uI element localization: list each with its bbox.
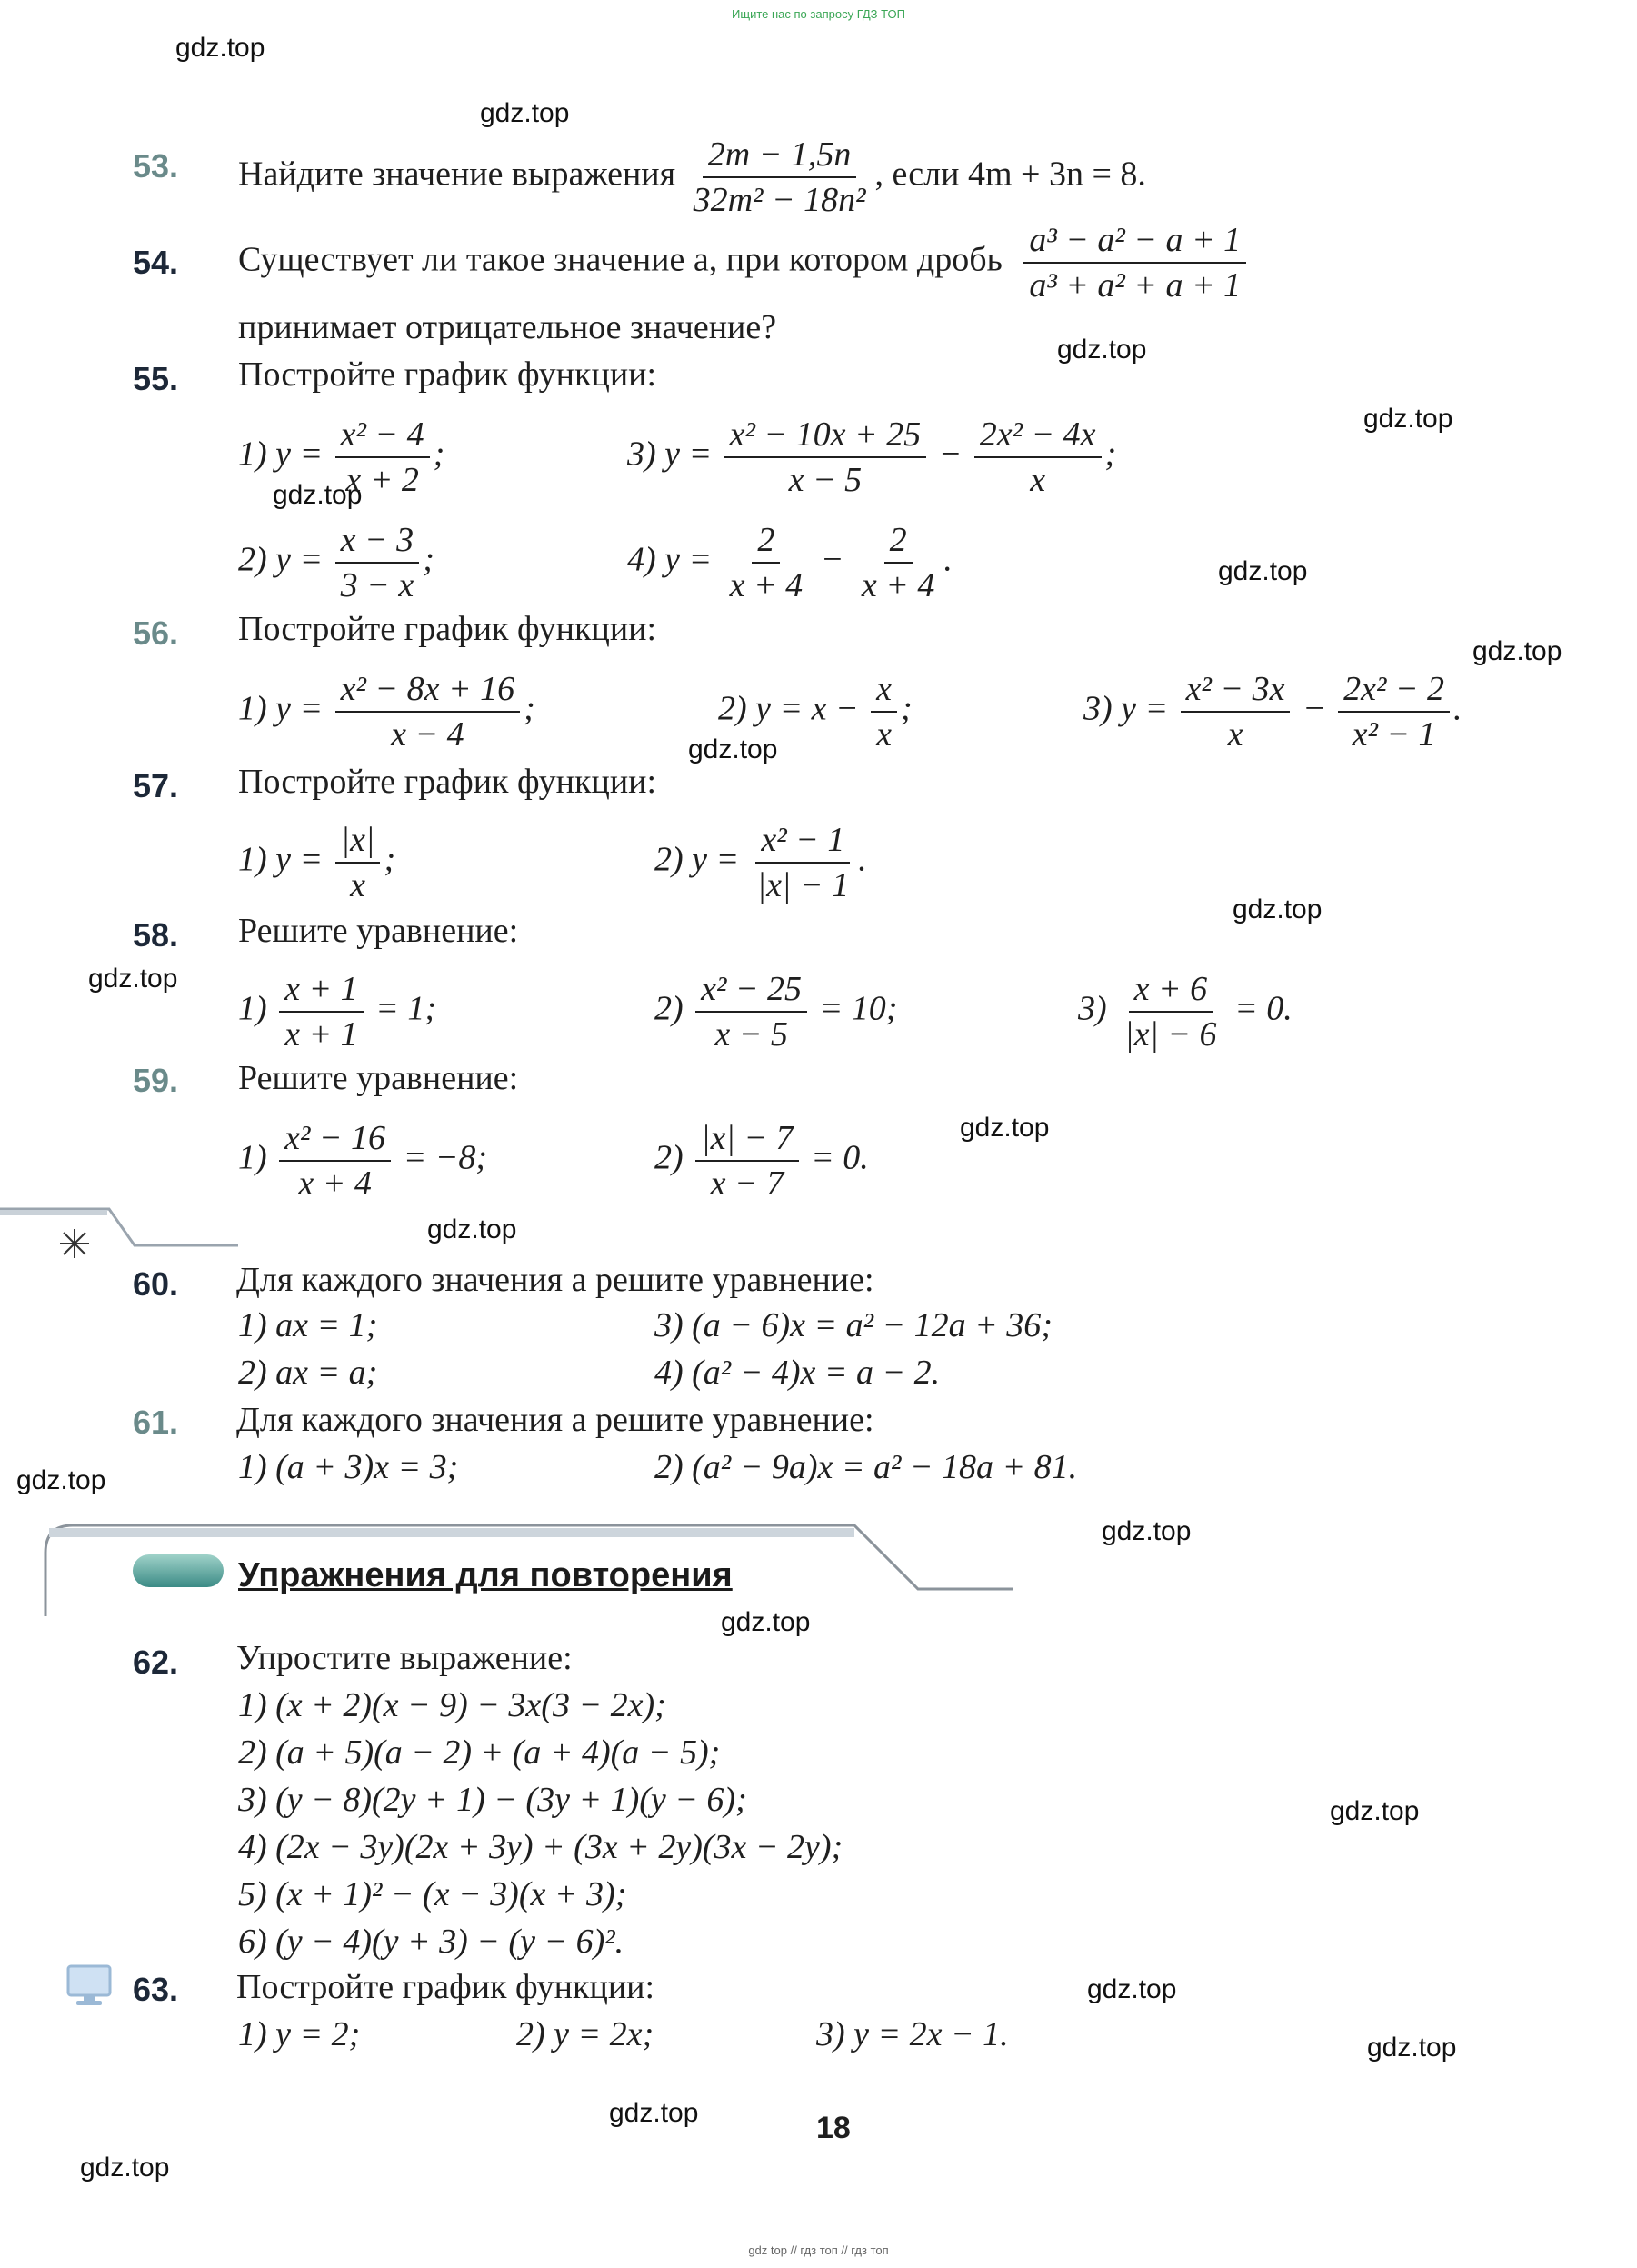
problem-62-item: 6) (y − 4)(y + 3) − (y − 6)².: [238, 1923, 624, 1961]
problem-62-text: Упростите выражение:: [236, 1639, 573, 1677]
watermark: gdz.top: [480, 98, 570, 128]
watermark: gdz.top: [16, 1465, 106, 1495]
problem-57-text: Постройте график функции:: [238, 763, 657, 801]
watermark: gdz.top: [609, 2098, 699, 2128]
top-note: Ищите нас по запросу ГДЗ ТОП: [732, 7, 905, 21]
problem-63-text: Постройте график функции:: [236, 1968, 655, 2006]
problem-56-text: Постройте график функции:: [238, 610, 657, 648]
problem-57-item-1: 1) y = $\frac{|x|}{x}$ ;: [238, 821, 396, 904]
problem-53: Найдите значение выражения $\frac{2m - 1,5n}{\text{32m² − 18n²}}$ , если 4m + 3n = 8.: [238, 135, 1146, 219]
problem-60-item-4: 4) (a² − 4)x = a − 2.: [654, 1354, 941, 1392]
watermark: gdz.top: [1087, 1974, 1177, 2004]
page-number: 18: [816, 2111, 851, 2145]
problem-60-item-3: 3) (a − 6)x = a² − 12a + 36;: [654, 1306, 1053, 1344]
problem-58-item-2: 2) $\frac{\text{x² − 25}}{x - 5}$ = 10;: [654, 970, 898, 1054]
watermark: gdz.top: [88, 964, 178, 994]
problem-60-item-2: 2) ax = a;: [238, 1354, 378, 1392]
problem-62-item: 3) (y − 8)(2y + 1) − (3y + 1)(y − 6);: [238, 1781, 747, 1819]
problem-55-text: Постройте график функции:: [238, 355, 657, 394]
section-header-badge: [133, 1554, 224, 1587]
hard-problems-divider: [0, 1200, 245, 1254]
problem-55-item-2: 2) y = $\frac{x - 3}{3 - x}$ ;: [238, 521, 434, 604]
problem-55-item-3: 3) y = $\frac{\text{x² − 10x + 25}}{x - 5}$ − $\frac{\text{2x² − 4x}}{x}$ ;: [627, 415, 1117, 499]
problem-63-item-2: 2) y = 2x;: [516, 2015, 654, 2053]
watermark: gdz.top: [427, 1214, 517, 1244]
problem-61-item-2: 2) (a² − 9a)x = a² − 18a + 81.: [654, 1448, 1078, 1486]
watermark: gdz.top: [1233, 894, 1323, 924]
watermark: gdz.top: [1363, 404, 1453, 434]
problem-62-item: 5) (x + 1)² − (x − 3)(x + 3);: [238, 1875, 627, 1913]
problem-63-item-3: 3) y = 2x − 1.: [816, 2015, 1009, 2053]
problem-55-item-4: 4) y = $\frac{2}{x + 4}$ − $\frac{2}{x + 4}$ .: [627, 521, 953, 604]
watermark: gdz.top: [175, 33, 265, 63]
problem-number: 59.: [133, 1062, 179, 1099]
problem-number: 54.: [133, 244, 179, 281]
problem-60-item-1: 1) ax = 1;: [238, 1306, 378, 1344]
star-icon: [58, 1227, 91, 1260]
problem-61-text: Для каждого значения a решите уравнение:: [236, 1401, 874, 1439]
watermark: gdz.top: [1102, 1516, 1192, 1546]
problem-55-item-1: 1) y = $\frac{\text{x² − 4}}{x + 2}$ ;: [238, 415, 445, 499]
problem-63-item-1: 1) y = 2;: [238, 2015, 361, 2053]
problem-62-item: 1) (x + 2)(x − 9) − 3x(3 − 2x);: [238, 1686, 666, 1724]
watermark: gdz.top: [273, 480, 363, 510]
watermark: gdz.top: [1472, 636, 1562, 666]
problem-61-item-1: 1) (a + 3)x = 3;: [238, 1448, 459, 1486]
bottom-note: gdz top // гдз топ // гдз топ: [748, 2243, 889, 2257]
problem-60-text: Для каждого значения a решите уравнение:: [236, 1261, 874, 1299]
watermark: gdz.top: [80, 2153, 170, 2183]
watermark: gdz.top: [1057, 335, 1147, 365]
problem-number: 56.: [133, 614, 179, 652]
problem-number: 57.: [133, 767, 179, 804]
watermark: gdz.top: [1367, 2033, 1457, 2063]
problem-56-item-3: 3) y = $\frac{\text{x² − 3x}}{x}$ − $\frac{\text{2x² − 2}}{\text{x² − 1}}$ .: [1083, 670, 1462, 754]
problem-54-text: принимает отрицательное значение?: [238, 308, 777, 346]
problem-59-text: Решите уравнение:: [238, 1059, 519, 1097]
watermark: gdz.top: [960, 1113, 1050, 1143]
problem-number: 62.: [133, 1644, 179, 1681]
watermark: gdz.top: [1218, 556, 1308, 586]
problem-number: 58.: [133, 916, 179, 954]
problem-57-item-2: 2) y = $\frac{\text{x² − 1}}{|x| - 1}$ .: [654, 821, 867, 904]
computer-icon: [65, 1963, 113, 2007]
problem-54: Существует ли такое значение a, при котором дробь $\frac{\text{a³ − a² − a + 1}}{\text{a³ + a² + a + 1}}$: [238, 220, 1250, 305]
problem-number: 61.: [133, 1404, 179, 1441]
problem-58-text: Решите уравнение:: [238, 912, 519, 950]
problem-62-item: 4) (2x − 3y)(2x + 3y) + (3x + 2y)(3x − 2y);: [238, 1828, 843, 1866]
problem-number: 60.: [133, 1265, 179, 1303]
problem-number: 55.: [133, 360, 179, 397]
watermark: gdz.top: [1330, 1796, 1420, 1826]
problem-62-item: 2) (a + 5)(a − 2) + (a + 4)(a − 5);: [238, 1733, 721, 1772]
section-title: Упражнения для повторения: [238, 1556, 733, 1594]
problem-56-item-1: 1) y = $\frac{\text{x² − 8x + 16}}{x - 4}$ ;: [238, 670, 535, 754]
problem-number: 53.: [133, 147, 179, 185]
problem-59-item-2: 2) $\frac{|x| - 7}{x - 7}$ = 0.: [654, 1119, 869, 1203]
problem-56-item-2: 2) y = x − $\frac{x}{x}$ ;: [718, 670, 913, 754]
problem-58-item-3: 3) $\frac{x + 6}{|x| - 6}$ = 0.: [1078, 970, 1293, 1054]
problem-number: 63.: [133, 1971, 179, 2008]
watermark: gdz.top: [688, 734, 778, 764]
watermark: gdz.top: [721, 1607, 811, 1637]
problem-58-item-1: 1) $\frac{x + 1}{x + 1}$ = 1;: [238, 970, 436, 1054]
problem-59-item-1: 1) $\frac{\text{x² − 16}}{x + 4}$ = −8;: [238, 1119, 488, 1203]
